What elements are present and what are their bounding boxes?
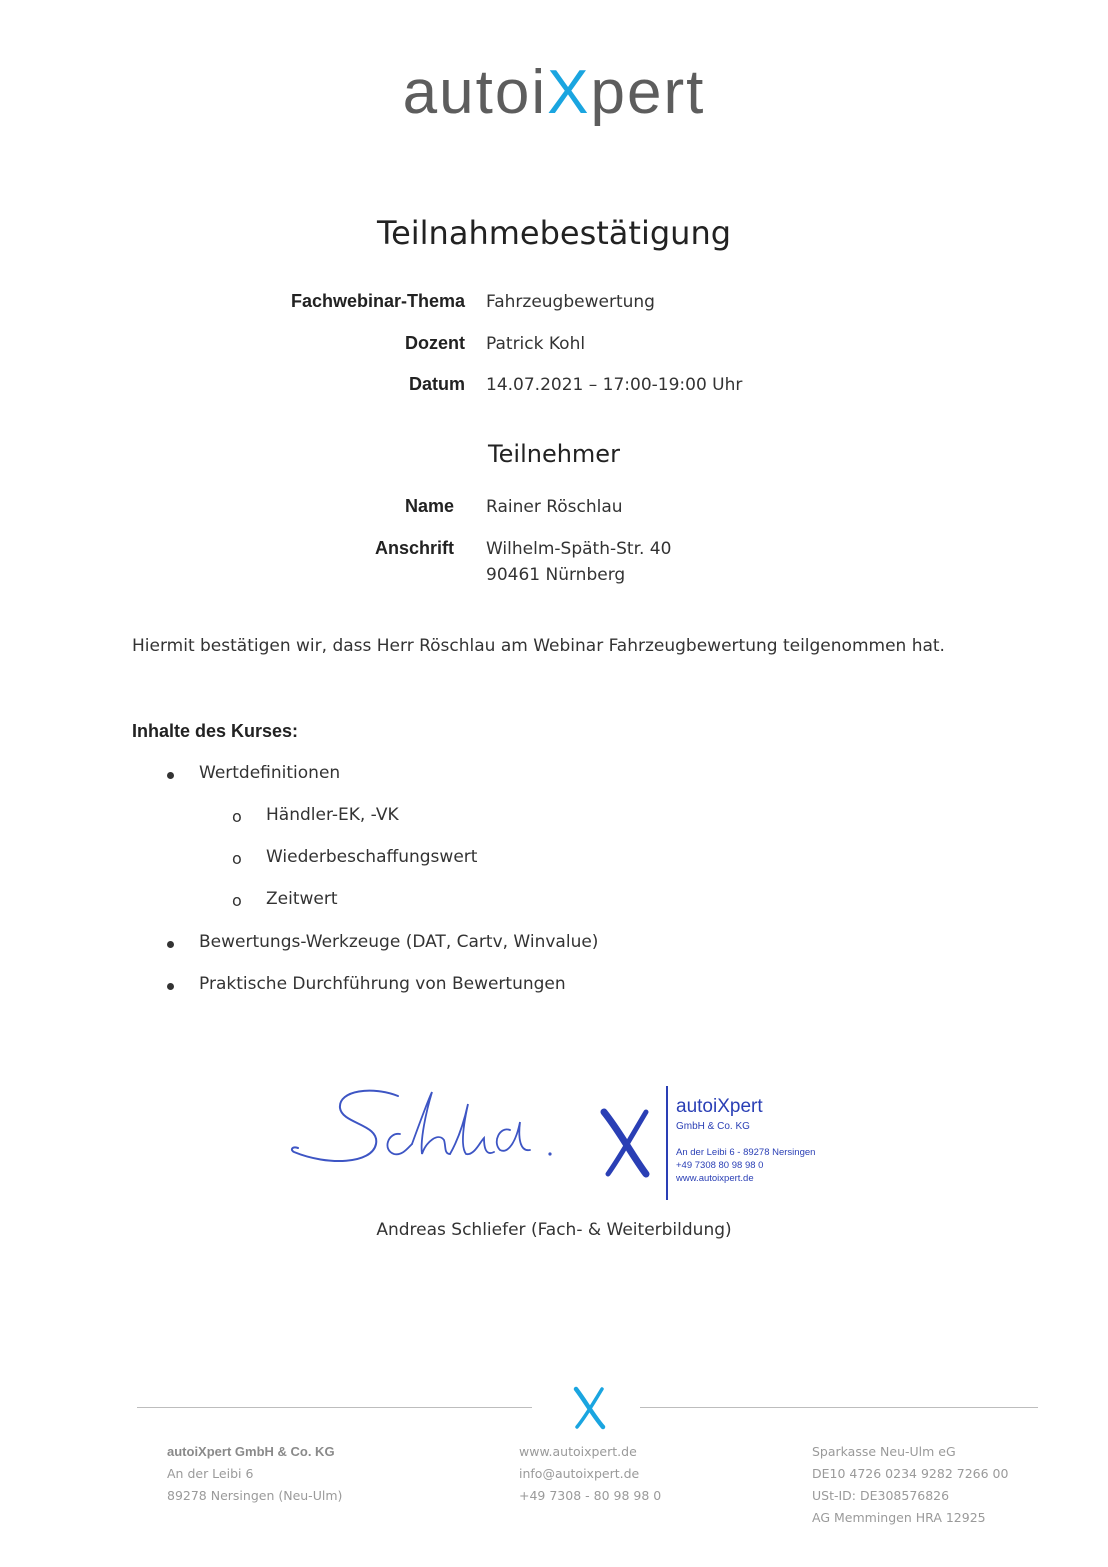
footer-contact-column bbox=[519, 1441, 661, 1507]
footer-rule-right bbox=[640, 1407, 1038, 1408]
logo-text-x: X bbox=[547, 58, 591, 127]
topic-label: Fachwebinar-Thema bbox=[290, 291, 465, 311]
list-item: Zeitwert bbox=[266, 889, 338, 909]
contents-heading: Inhalte des Kurses: bbox=[132, 721, 299, 741]
list-item: Wertdefinitionen bbox=[199, 763, 341, 783]
address-value bbox=[486, 536, 671, 588]
confirmation-text: Hiermit bestätigen wir, dass Herr Röschlau am Webinar Fahrzeugbewertung teilgenommen hat. bbox=[132, 636, 945, 656]
circle-bullet-icon: o bbox=[232, 891, 242, 910]
topic-value: Fahrzeugbewertung bbox=[486, 292, 655, 312]
footer-company: autoiXpert GmbH & Co. KG bbox=[167, 1444, 335, 1459]
stamp-phone: +49 7308 80 98 98 0 bbox=[676, 1160, 764, 1171]
document-title: Teilnahmebestätigung bbox=[376, 214, 732, 252]
list-item: Händler-EK, -VK bbox=[266, 805, 399, 825]
stamp-divider bbox=[666, 1086, 668, 1200]
footer-register: AG Memmingen HRA 12925 bbox=[812, 1510, 986, 1525]
date-value: 14.07.2021 – 17:00-19:00 Uhr bbox=[486, 375, 743, 395]
stamp-company-form: GmbH & Co. KG bbox=[676, 1121, 750, 1132]
circle-bullet-icon: o bbox=[232, 807, 242, 826]
circle-bullet-icon: o bbox=[232, 849, 242, 868]
lecturer-value: Patrick Kohl bbox=[486, 334, 586, 354]
address-line-city: 90461 Nürnberg bbox=[486, 565, 626, 585]
stamp-address: An der Leibi 6 - 89278 Nersingen bbox=[676, 1147, 816, 1158]
logo-text-prefix: autoi bbox=[402, 58, 548, 127]
date-label: Datum bbox=[408, 374, 465, 394]
footer-phone: +49 7308 - 80 98 98 0 bbox=[519, 1488, 662, 1503]
footer-rule-left bbox=[137, 1407, 532, 1408]
footer-vat: USt-ID: DE308576826 bbox=[812, 1488, 950, 1503]
name-value: Rainer Röschlau bbox=[486, 497, 623, 517]
list-item: Praktische Durchführung von Bewertungen bbox=[199, 974, 566, 994]
list-item: Bewertungs-Werkzeuge (DAT, Cartv, Winvalue) bbox=[199, 932, 599, 952]
footer-bank: Sparkasse Neu-Ulm eG bbox=[812, 1444, 956, 1459]
address-label: Anschrift bbox=[374, 538, 454, 558]
bullet-icon bbox=[167, 772, 174, 779]
footer-city: 89278 Nersingen (Neu-Ulm) bbox=[167, 1488, 343, 1503]
stamp-x-icon bbox=[600, 1108, 656, 1178]
footer-company-column bbox=[167, 1441, 342, 1507]
bullet-icon bbox=[167, 983, 174, 990]
lecturer-label: Dozent bbox=[405, 333, 465, 353]
address-line-street: Wilhelm-Späth-Str. 40 bbox=[486, 539, 672, 559]
footer-x-icon bbox=[572, 1386, 608, 1430]
footer-street: An der Leibi 6 bbox=[167, 1466, 254, 1481]
list-item: Wiederbeschaffungswert bbox=[266, 847, 478, 867]
stamp-company-name: autoiXpert bbox=[676, 1096, 763, 1117]
bullet-icon bbox=[167, 941, 174, 948]
footer-bank-column bbox=[812, 1441, 1008, 1529]
signer-name: Andreas Schliefer (Fach- & Weiterbildung) bbox=[376, 1220, 732, 1240]
logo-text-suffix: pert bbox=[590, 58, 706, 127]
stamp-web: www.autoixpert.de bbox=[676, 1173, 754, 1184]
company-logo bbox=[0, 58, 1108, 128]
participant-heading: Teilnehmer bbox=[488, 440, 620, 468]
footer-iban: DE10 4726 0234 9282 7266 00 bbox=[812, 1466, 1009, 1481]
handwritten-signature bbox=[288, 1082, 588, 1182]
footer-web-link[interactable]: www.autoixpert.de bbox=[519, 1444, 637, 1459]
name-label: Name bbox=[404, 496, 454, 516]
footer-email-link[interactable]: info@autoixpert.de bbox=[519, 1466, 640, 1481]
